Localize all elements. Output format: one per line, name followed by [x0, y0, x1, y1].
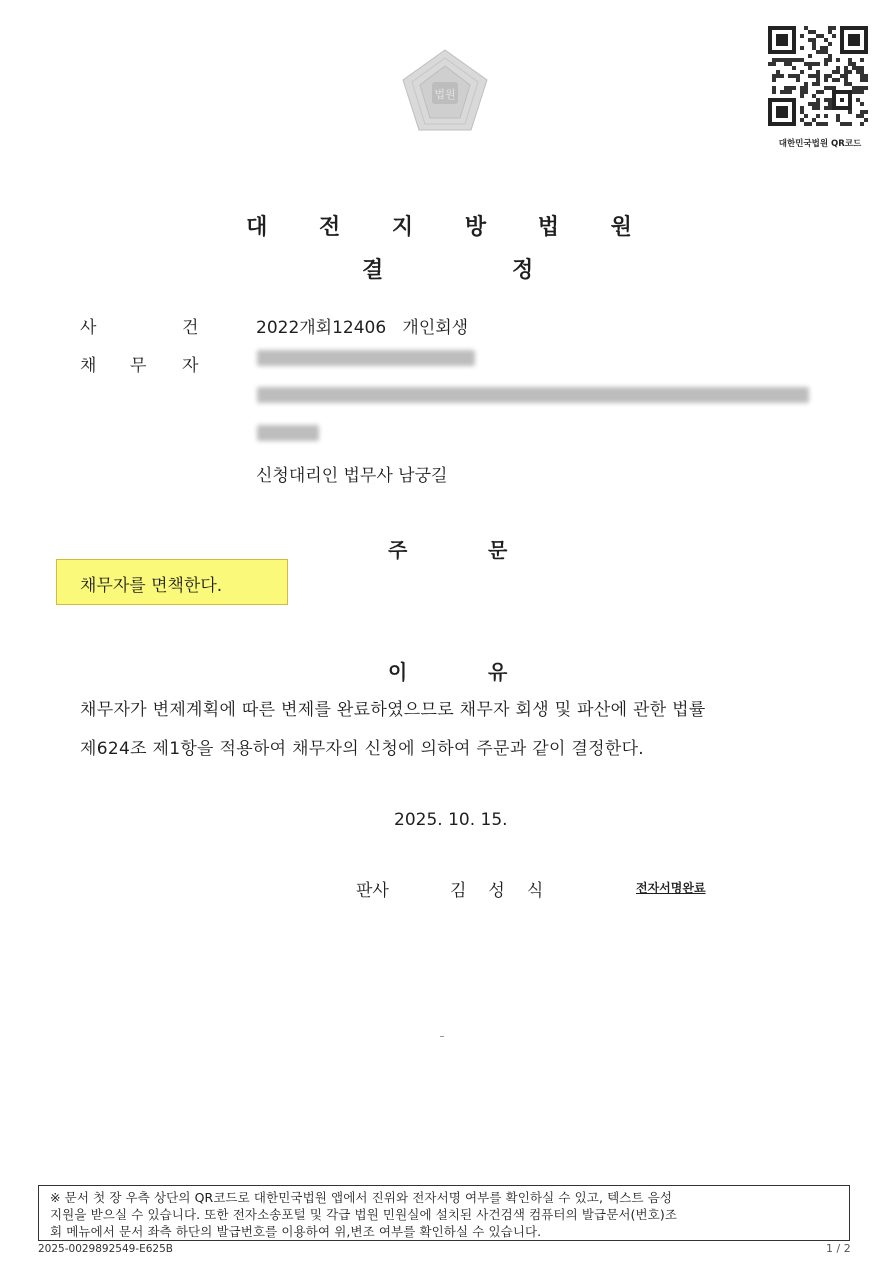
- seal-text: 법원: [434, 88, 456, 101]
- doc-type-char-1: 결: [362, 258, 384, 283]
- applicant-agent: 신청대리인 법무사 남궁길: [256, 466, 448, 486]
- order-heading-char-2: 문: [488, 538, 508, 562]
- case-number: 2022개회12406 개인회생: [256, 318, 469, 338]
- reason-heading-char-2: 유: [488, 660, 508, 684]
- reason-line-2: 제624조 제1항을 적용하여 채무자의 신청에 의하여 주문과 같이 결정한다.: [80, 739, 645, 759]
- doc-type-char-2: 정: [512, 258, 534, 283]
- order-heading-char-1: 주: [388, 538, 408, 562]
- redacted-debtor-name: [257, 350, 475, 366]
- page-number: 1 / 2: [826, 1242, 851, 1255]
- judge-name: 김성식: [450, 881, 566, 901]
- notice-line-2: 지원을 받으실 수 있습니다. 또한 전자소송포털 및 각급 법원 민원실에 설치된 사건검색 컴퓨터의 발급문서(번호)조: [50, 1207, 678, 1222]
- reason-line-1: 채무자가 변제계획에 따른 변제를 완료하였으므로 채무자 회생 및 파산에 관한 법률: [80, 700, 706, 720]
- judge-label: 판사: [356, 881, 389, 901]
- reason-heading-char-1: 이: [388, 660, 408, 684]
- notice-line-1: ※ 문서 첫 장 우측 상단의 QR코드로 대한민국법원 앱에서 진위와 전자서명 여부를 확인하실 수 있고, 텍스트 음성: [50, 1190, 673, 1205]
- scan-speck: [440, 1036, 444, 1037]
- notice-line-3: 회 메뉴에서 문서 좌측 하단의 발급번호를 이용하여 위,변조 여부를 확인하실 수 있습니다.: [50, 1224, 542, 1239]
- redacted-debtor-address-cont: [257, 425, 319, 441]
- qr-code: [768, 26, 868, 126]
- debtor-label: 채 무 자: [80, 356, 199, 376]
- court-seal-emblem: [398, 46, 492, 136]
- order-text: 채무자를 면책한다.: [80, 576, 223, 596]
- court-name-title: 대 전 지 방 법 원: [246, 215, 654, 240]
- electronic-signature: 전자서명완료: [636, 881, 706, 895]
- redacted-debtor-address: [257, 387, 809, 403]
- issue-number: 2025-0029892549-E625B: [38, 1243, 173, 1255]
- case-label: 사 건: [80, 318, 199, 338]
- decision-date: 2025. 10. 15.: [394, 810, 508, 830]
- qr-caption: 대한민국법원 QR코드: [778, 139, 862, 149]
